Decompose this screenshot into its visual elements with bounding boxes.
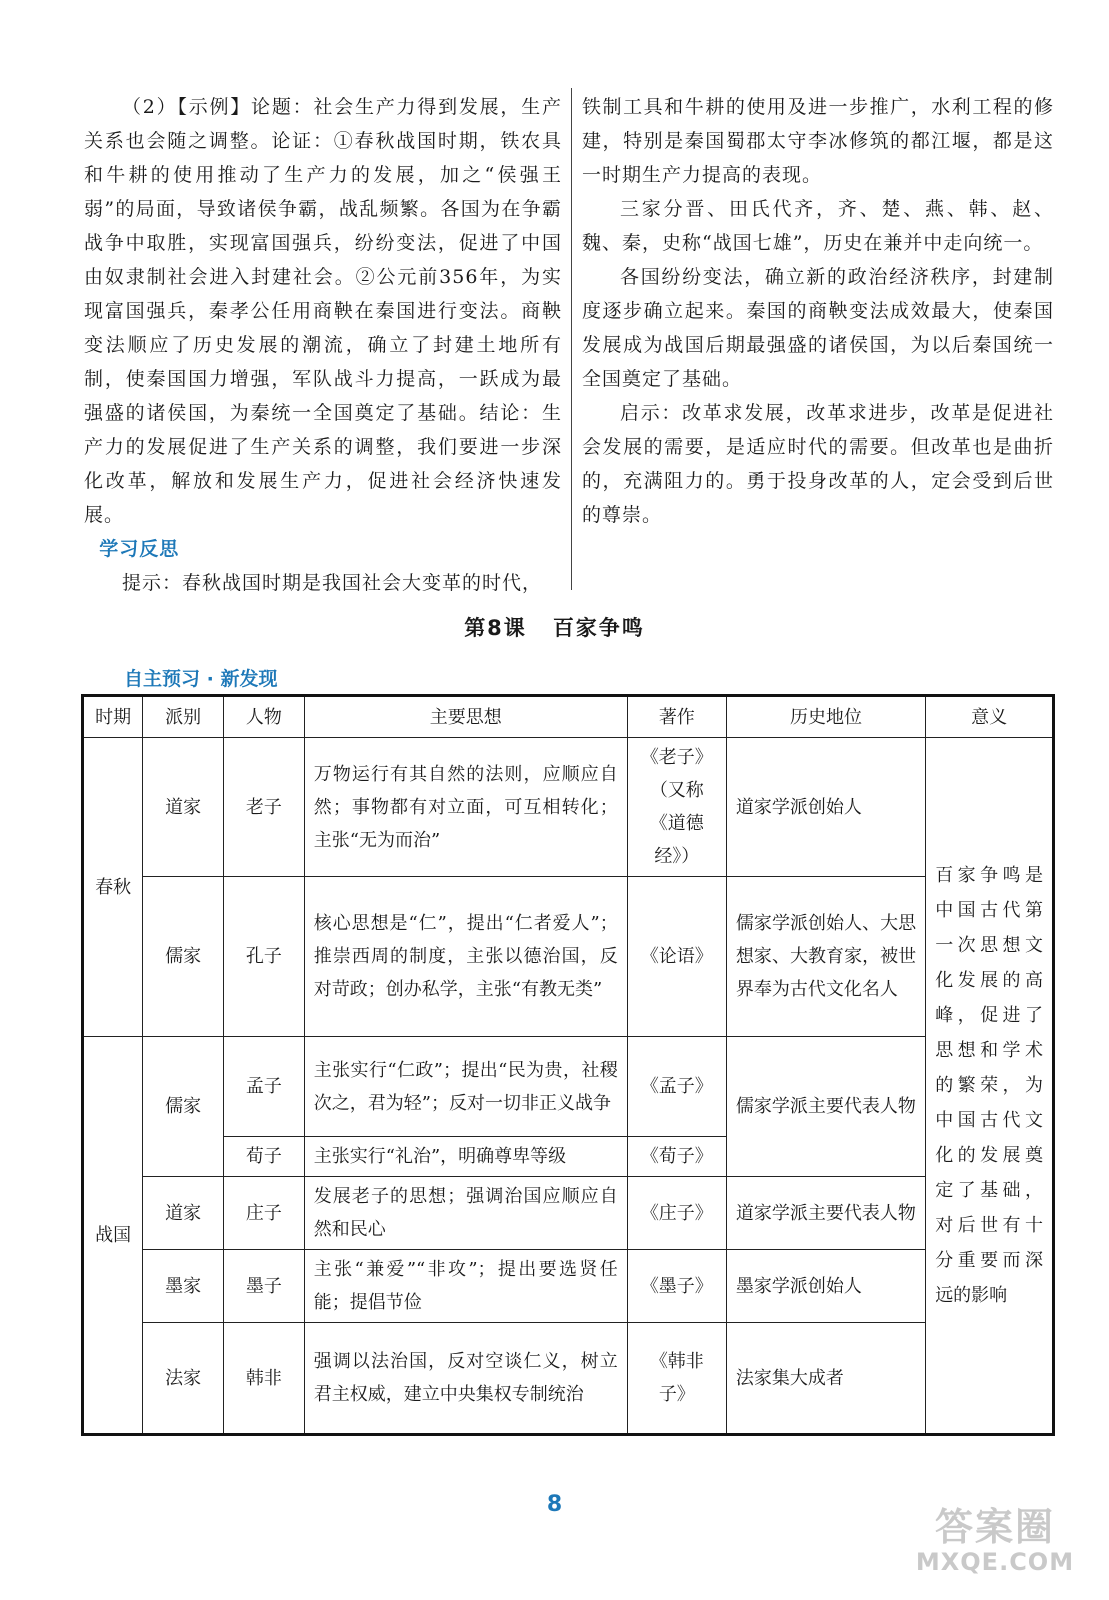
ideas-cell: 主张实行“仁政”；提出“民为贵，社稷次之，君为轻”；反对一切非正义战争 <box>304 1037 627 1137</box>
period-cell: 战国 <box>83 1037 143 1435</box>
person-cell: 孟子 <box>224 1037 305 1137</box>
left-column <box>84 90 562 600</box>
period-cell: 春秋 <box>83 738 143 1037</box>
header-work: 著作 <box>627 696 726 738</box>
person-cell: 庄子 <box>224 1177 305 1250</box>
school-cell: 儒家 <box>143 877 224 1037</box>
ideas-cell: 主张“兼爱”“非攻”；提出要选贤任能；提倡节俭 <box>304 1250 627 1323</box>
table-row <box>83 1250 1054 1323</box>
schools-table <box>81 694 1055 1436</box>
work-cell: 《孟子》 <box>627 1037 726 1137</box>
lesson-title <box>0 612 1109 642</box>
school-cell: 儒家 <box>143 1037 224 1177</box>
status-cell: 法家集大成者 <box>726 1323 925 1435</box>
page-number: 8 <box>546 1492 563 1517</box>
school-cell: 墨家 <box>143 1250 224 1323</box>
hint-paragraph: 提示：春秋战国时期是我国社会大变革的时代， <box>122 572 543 594</box>
status-cell: 道家学派创始人 <box>726 738 925 877</box>
person-cell: 荀子 <box>224 1137 305 1177</box>
person-cell: 老子 <box>224 738 305 877</box>
header-person: 人物 <box>224 696 305 738</box>
preview-heading: 自主预习 · 新发现 <box>124 668 278 690</box>
watermark-logo <box>900 1506 1090 1586</box>
work-cell: 《荀子》 <box>627 1137 726 1177</box>
school-cell: 道家 <box>143 1177 224 1250</box>
column-divider <box>571 88 572 590</box>
work-cell: 《老子》（又称《道德经》） <box>627 738 726 877</box>
lesson-number: 第8课 <box>464 616 527 640</box>
header-meaning: 意义 <box>926 696 1054 738</box>
ideas-cell: 发展老子的思想；强调治国应顺应自然和民心 <box>304 1177 627 1250</box>
work-cell: 《庄子》 <box>627 1177 726 1250</box>
school-cell: 道家 <box>143 738 224 877</box>
status-cell: 道家学派主要代表人物 <box>726 1177 925 1250</box>
person-cell: 孔子 <box>224 877 305 1037</box>
person-cell: 墨子 <box>224 1250 305 1323</box>
person-cell: 韩非 <box>224 1323 305 1435</box>
table-row <box>83 877 1054 1037</box>
header-school: 派别 <box>143 696 224 738</box>
table-row <box>83 738 1054 877</box>
watermark-site: MXQE.COM <box>915 1548 1075 1576</box>
right-paragraph-1: 铁制工具和牛耕的使用及进一步推广，水利工程的修建，特别是秦国蜀郡太守李冰修筑的都江堰，都是这一时期生产力提高的表现。 <box>582 96 1054 186</box>
header-ideas: 主要思想 <box>304 696 627 738</box>
watermark-logo-mark: 答案圈 <box>934 1505 1055 1549</box>
status-cell: 墨家学派创始人 <box>726 1250 925 1323</box>
work-cell: 《韩非子》 <box>627 1323 726 1435</box>
ideas-cell: 强调以法治国，反对空谈仁义，树立君主权威，建立中央集权专制统治 <box>304 1323 627 1435</box>
header-period: 时期 <box>83 696 143 738</box>
work-cell: 《论语》 <box>627 877 726 1037</box>
status-cell: 儒家学派创始人、大思想家、大教育家，被世界奉为古代文化名人 <box>726 877 925 1037</box>
school-cell: 法家 <box>143 1323 224 1435</box>
meaning-cell: 百家争鸣是中国古代第一次思想文化发展的高峰，促进了思想和学术的繁荣，为中国古代文化的发展奠定了基础，对后世有十分重要而深远的影响 <box>926 738 1054 1435</box>
ideas-cell: 主张实行“礼治”，明确尊卑等级 <box>304 1137 627 1177</box>
right-paragraph-4: 启示：改革求发展，改革求进步，改革是促进社会发展的需要，是适应时代的需要。但改革也是曲折的，充满阻力的。勇于投身改革的人，定会受到后世的尊崇。 <box>582 402 1054 526</box>
table-header-row <box>83 696 1054 738</box>
lesson-name: 百家争鸣 <box>552 616 645 640</box>
status-cell: 儒家学派主要代表人物 <box>726 1037 925 1177</box>
right-paragraph-2: 三家分晋、田氏代齐，齐、楚、燕、韩、赵、魏、秦，史称“战国七雄”，历史在兼并中走向统一。 <box>582 198 1054 254</box>
ideas-cell: 核心思想是“仁”，提出“仁者爱人”；推崇西周的制度，主张以德治国，反对苛政；创办私学，主张“有教无类” <box>304 877 627 1037</box>
table-row <box>83 1177 1054 1250</box>
left-paragraph: （2）【示例】论题：社会生产力得到发展，生产关系也会随之调整。论证：①春秋战国时期，铁农具和牛耕的使用推动了生产力的发展，加之“侯强王弱”的局面，导致诸侯争霸，战乱频繁。各国为在争霸战争中取胜，实现富国强兵，纷纷变法，促进了中国由奴隶制社会进入封建社会。②公元前356年，为实现富国强兵，秦孝公任用商鞅在秦国进行变法。商鞅变法顺应了历史发展的潮流，确立了封建土地所有制，使秦国国力增强，军队战斗力提高，一跃成为最强盛的诸侯国，为秦统一全国奠定了基础。结论：生产力的发展促进了生产关系的调整，我们要进一步深化改革，解放和发展生产力，促进社会经济快速发展。 <box>84 96 562 526</box>
ideas-cell: 万物运行有其自然的法则，应顺应自然；事物都有对立面，可互相转化；主张“无为而治” <box>304 738 627 877</box>
right-column <box>582 90 1054 532</box>
header-status: 历史地位 <box>726 696 925 738</box>
table-row <box>83 1323 1054 1435</box>
reflection-heading: 学习反思 <box>99 538 180 560</box>
work-cell: 《墨子》 <box>627 1250 726 1323</box>
right-paragraph-3: 各国纷纷变法，确立新的政治经济秩序，封建制度逐步确立起来。秦国的商鞅变法成效最大，使秦国发展成为战国后期最强盛的诸侯国，为以后秦国统一全国奠定了基础。 <box>582 266 1054 390</box>
table-row <box>83 1037 1054 1137</box>
